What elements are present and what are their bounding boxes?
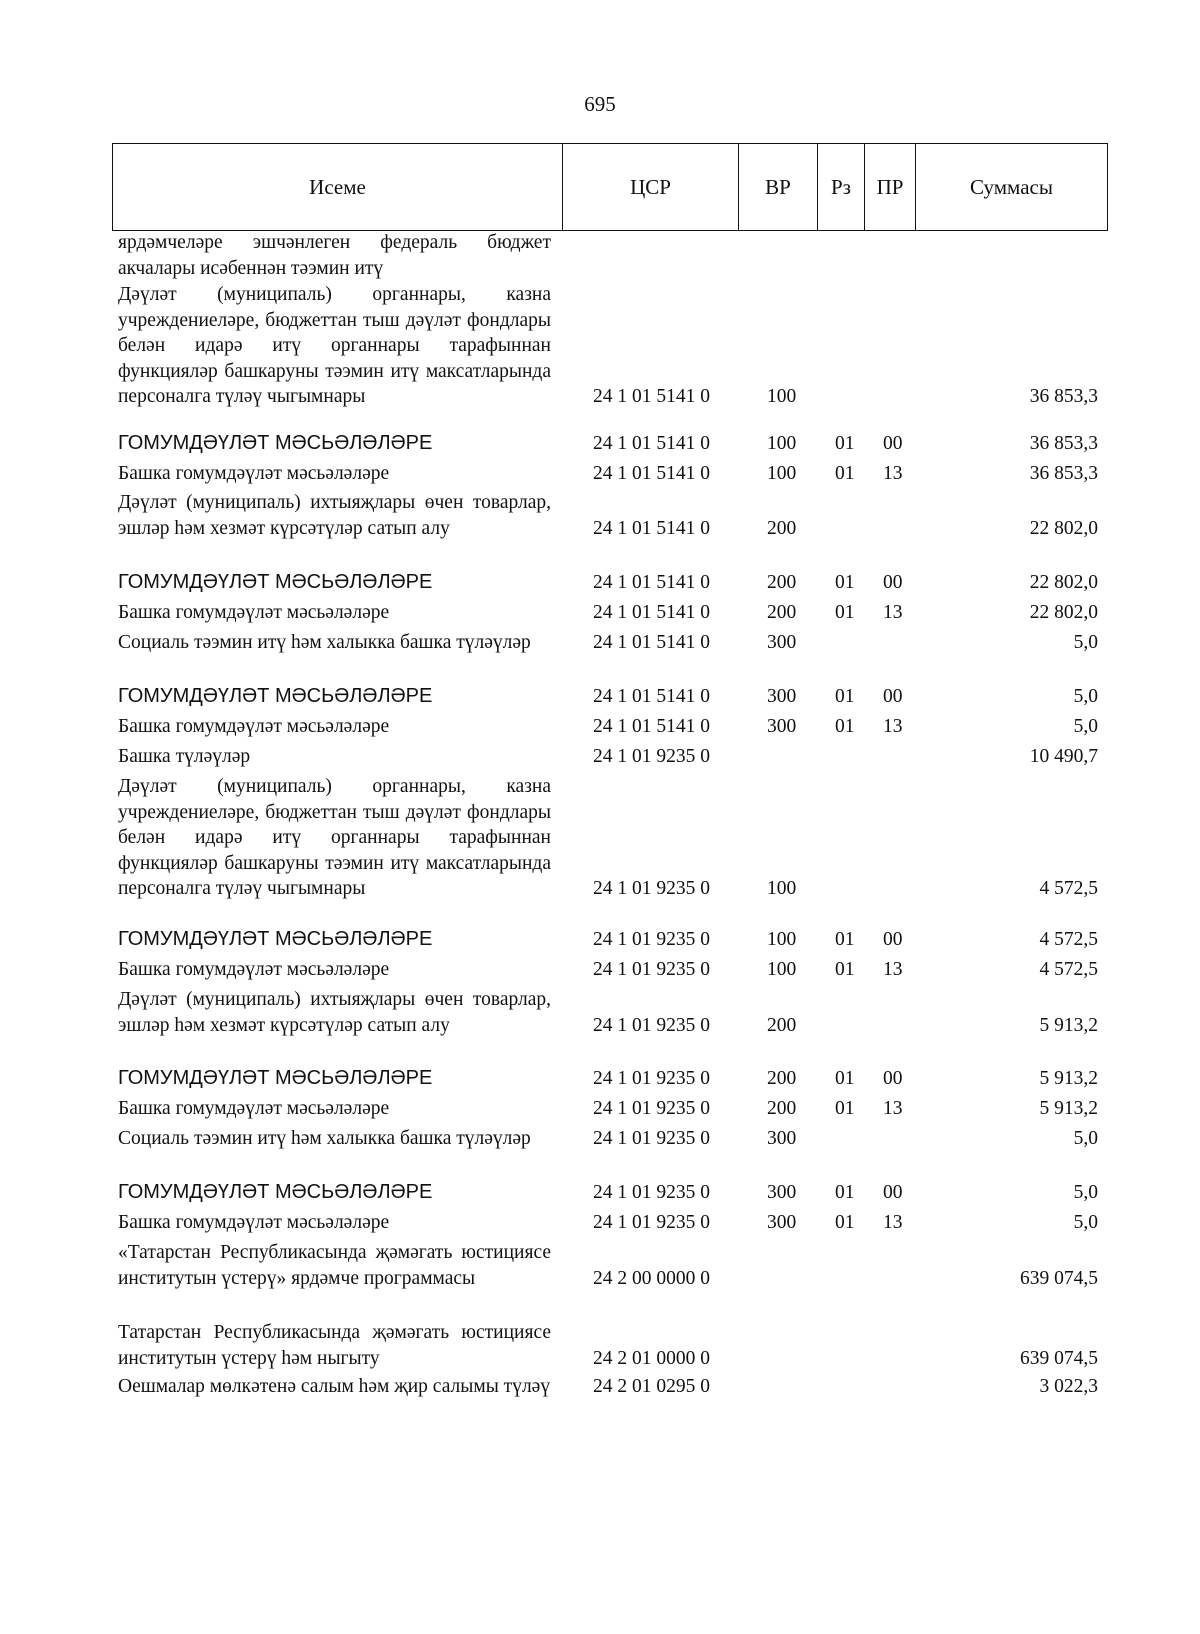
table-row <box>118 1126 1098 1152</box>
table-row <box>118 1066 1098 1092</box>
row-name: Татарстан Республикасында җәмәгать юстициясе институтын үстерү һәм ныгыту <box>118 1322 551 1369</box>
row-vr: 300 <box>767 1128 797 1149</box>
row-sum: 4 572,5 <box>1039 959 1098 980</box>
row-vr: 200 <box>767 517 797 539</box>
row-rz: 01 <box>835 929 855 950</box>
table-row <box>118 1374 1098 1400</box>
row-sum: 36 853,3 <box>1029 433 1098 454</box>
row-rz: 01 <box>835 463 855 484</box>
row-sum: 5 913,2 <box>1039 1068 1098 1089</box>
row-name: ГОМУМДӘҮЛӘТ МӘСЬӘЛӘЛӘРЕ <box>118 1181 433 1203</box>
row-sum: 4 572,5 <box>1039 878 1098 899</box>
row-pr: 13 <box>883 1098 903 1119</box>
row-pr: 13 <box>883 716 903 737</box>
row-sum: 639 074,5 <box>1020 1347 1098 1369</box>
row-rz: 01 <box>835 1182 855 1203</box>
table-row <box>118 490 1098 541</box>
row-csr: 24 1 01 9235 0 <box>593 1128 710 1149</box>
row-csr: 24 1 01 5141 0 <box>593 602 710 623</box>
row-rz: 01 <box>835 572 855 593</box>
page-number: 695 <box>584 92 616 116</box>
row-pr: 00 <box>883 1182 903 1203</box>
row-csr: 24 1 01 9235 0 <box>593 1068 710 1089</box>
row-csr: 24 2 01 0295 0 <box>593 1376 710 1397</box>
row-csr: 24 1 01 9235 0 <box>593 959 710 980</box>
table-row <box>118 1240 1098 1291</box>
row-pr: 00 <box>883 572 903 593</box>
row-csr: 24 1 01 9235 0 <box>593 1212 710 1233</box>
row-name: ГОМУМДӘҮЛӘТ МӘСЬӘЛӘЛӘРЕ <box>118 1067 433 1089</box>
row-pr: 13 <box>883 602 903 623</box>
table-row <box>118 987 1098 1038</box>
row-sum: 36 853,3 <box>1029 386 1098 407</box>
row-pr: 13 <box>883 463 903 484</box>
row-csr: 24 2 01 0000 0 <box>593 1347 710 1369</box>
row-name: ГОМУМДӘҮЛӘТ МӘСЬӘЛӘЛӘРЕ <box>118 571 433 593</box>
table-row <box>118 684 1098 710</box>
table-row <box>118 230 1098 281</box>
row-rz: 01 <box>835 716 855 737</box>
row-vr: 100 <box>767 386 797 407</box>
row-sum: 5,0 <box>1073 632 1098 653</box>
table-row <box>118 570 1098 596</box>
row-sum: 22 802,0 <box>1029 572 1098 593</box>
row-pr: 00 <box>883 686 903 707</box>
row-rz: 01 <box>835 1212 855 1233</box>
row-csr: 24 1 01 5141 0 <box>593 463 710 484</box>
row-csr: 24 1 01 5141 0 <box>593 517 710 539</box>
row-vr: 200 <box>767 572 797 593</box>
row-vr: 100 <box>767 929 797 950</box>
row-csr: 24 1 01 5141 0 <box>593 386 710 407</box>
row-vr: 100 <box>767 463 797 484</box>
header-name: Исеме <box>113 144 563 230</box>
header-sum: Суммасы <box>970 174 1053 199</box>
row-name: Оешмалар мөлкәтенә салым һәм җир салымы түләү <box>118 1376 551 1397</box>
row-csr: 24 1 01 9235 0 <box>593 746 710 767</box>
row-rz: 01 <box>835 1098 855 1119</box>
row-name: Социаль тәэмин итү һәм халыкка башка түләүләр <box>118 632 531 653</box>
row-csr: 24 1 01 9235 0 <box>593 1182 710 1203</box>
table-row <box>118 1210 1098 1236</box>
row-sum: 5 913,2 <box>1039 1098 1098 1119</box>
row-name: Башка гомумдәүләт мәсьәләләре <box>118 959 390 980</box>
table-row <box>118 282 1098 410</box>
row-name: Дәүләт (муниципаль) ихтыяҗлары өчен товарлар, эшләр һәм хезмәт күрсәтүләр сатып алу <box>118 492 551 539</box>
row-sum: 639 074,5 <box>1020 1267 1098 1289</box>
row-vr: 300 <box>767 686 797 707</box>
row-vr: 200 <box>767 602 797 623</box>
table-header <box>112 143 1108 231</box>
row-pr: 00 <box>883 1068 903 1089</box>
table-row <box>118 774 1098 902</box>
row-vr: 100 <box>767 433 797 454</box>
row-name: ярдәмчеләре эшчәнлеген федераль бюджет акчалары исәбеннән тәэмин итү <box>118 232 551 279</box>
row-vr: 200 <box>767 1068 797 1089</box>
row-sum: 4 572,5 <box>1039 929 1098 950</box>
row-name: Дәүләт (муниципаль) органнары, казна учреждениеләре, бюджеттан тыш дәүләт фондлары белән идарә итү органнары тарафыннан функцияләр башкаруны тәэмин итү максатларында персоналга түләү чыгымнары <box>118 284 551 407</box>
row-vr: 300 <box>767 1212 797 1233</box>
row-vr: 100 <box>767 959 797 980</box>
table-row <box>118 600 1098 626</box>
row-name: ГОМУМДӘҮЛӘТ МӘСЬӘЛӘЛӘРЕ <box>118 685 433 707</box>
row-name: Башка гомумдәүләт мәсьәләләре <box>118 1098 390 1119</box>
row-rz: 01 <box>835 959 855 980</box>
table-row <box>118 744 1098 770</box>
row-name: ГОМУМДӘҮЛӘТ МӘСЬӘЛӘЛӘРЕ <box>118 928 433 950</box>
table-row <box>118 714 1098 740</box>
row-pr: 00 <box>883 929 903 950</box>
table-row <box>118 630 1098 656</box>
row-csr: 24 2 00 0000 0 <box>593 1267 710 1289</box>
row-name: Дәүләт (муниципаль) органнары, казна учреждениеләре, бюджеттан тыш дәүләт фондлары белән идарә итү органнары тарафыннан функцияләр башкаруны тәэмин итү максатларында персоналга түләү чыгымнары <box>118 776 551 899</box>
row-csr: 24 1 01 9235 0 <box>593 1098 710 1119</box>
row-sum: 5,0 <box>1073 1212 1098 1233</box>
row-name: «Татарстан Республикасында җәмәгать юстициясе институтын үстерү» ярдәмче программасы <box>118 1242 551 1289</box>
row-rz: 01 <box>835 433 855 454</box>
table-row <box>118 461 1098 487</box>
row-csr: 24 1 01 5141 0 <box>593 686 710 707</box>
table-row <box>118 927 1098 953</box>
row-name: Башка түләүләр <box>118 746 251 767</box>
row-name: Дәүләт (муниципаль) ихтыяҗлары өчен товарлар, эшләр һәм хезмәт күрсәтүләр сатып алу <box>118 989 551 1036</box>
row-vr: 300 <box>767 716 797 737</box>
table-row <box>118 1320 1098 1371</box>
row-csr: 24 1 01 5141 0 <box>593 433 710 454</box>
row-csr: 24 1 01 9235 0 <box>593 1014 710 1036</box>
row-pr: 00 <box>883 433 903 454</box>
row-pr: 13 <box>883 959 903 980</box>
row-sum: 5,0 <box>1073 1128 1098 1149</box>
row-name: Башка гомумдәүләт мәсьәләләре <box>118 463 390 484</box>
row-rz: 01 <box>835 686 855 707</box>
row-sum: 5,0 <box>1073 686 1098 707</box>
row-vr: 200 <box>767 1098 797 1119</box>
row-sum: 22 802,0 <box>1029 602 1098 623</box>
table-row <box>118 957 1098 983</box>
row-name: Башка гомумдәүләт мәсьәләләре <box>118 716 390 737</box>
row-csr: 24 1 01 9235 0 <box>593 929 710 950</box>
row-vr: 200 <box>767 1014 797 1036</box>
row-name: ГОМУМДӘҮЛӘТ МӘСЬӘЛӘЛӘРЕ <box>118 432 433 454</box>
row-rz: 01 <box>835 602 855 623</box>
header-pr: ПР <box>865 144 916 230</box>
header-rz: Рз <box>818 144 865 230</box>
row-name: Социаль тәэмин итү һәм халыкка башка түләүләр <box>118 1128 531 1149</box>
row-sum: 5,0 <box>1073 1182 1098 1203</box>
row-sum: 36 853,3 <box>1029 463 1098 484</box>
row-sum: 22 802,0 <box>1029 517 1098 539</box>
row-pr: 13 <box>883 1212 903 1233</box>
row-sum: 10 490,7 <box>1029 746 1098 767</box>
row-vr: 100 <box>767 878 797 899</box>
row-vr: 300 <box>767 1182 797 1203</box>
row-vr: 300 <box>767 632 797 653</box>
table-row <box>118 1180 1098 1206</box>
row-name: Башка гомумдәүләт мәсьәләләре <box>118 1212 390 1233</box>
header-vr: ВР <box>739 144 818 230</box>
row-csr: 24 1 01 5141 0 <box>593 716 710 737</box>
row-csr: 24 1 01 9235 0 <box>593 878 710 899</box>
table-row <box>118 431 1098 457</box>
row-name: Башка гомумдәүләт мәсьәләләре <box>118 602 390 623</box>
row-csr: 24 1 01 5141 0 <box>593 632 710 653</box>
row-sum: 3 022,3 <box>1039 1376 1098 1397</box>
row-sum: 5,0 <box>1073 716 1098 737</box>
row-sum: 5 913,2 <box>1039 1014 1098 1036</box>
header-csr: ЦСР <box>563 144 739 230</box>
row-rz: 01 <box>835 1068 855 1089</box>
row-csr: 24 1 01 5141 0 <box>593 572 710 593</box>
table-row <box>118 1096 1098 1122</box>
